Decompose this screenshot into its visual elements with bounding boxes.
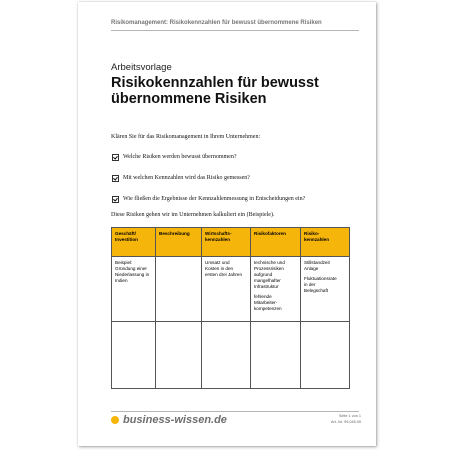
table-cell[interactable] — [251, 322, 301, 389]
header-cell-geschaeft: Geschäft/ Investition — [112, 228, 156, 257]
header-cell-beschreibung: Beschreibung — [156, 228, 202, 257]
document-page — [78, 2, 376, 446]
page-number: Seite 1 von 1 — [338, 414, 361, 418]
table-intro: Diese Risiken gehen wir im Unternehmen kalkuliert ein (Beispiele). — [111, 212, 275, 218]
checkbox-icon — [112, 154, 119, 161]
header-cell-risikokennzahlen: Risiko- kennzahlen — [301, 228, 350, 257]
checklist-item-text: Mit welchen Kennzahlen wird das Risiko gemessen? — [123, 175, 250, 181]
checklist-item-text: Wie fließen die Ergebnisse der Kennzahlenmessung in Entscheidungen ein? — [123, 196, 306, 202]
document-kicker: Arbeitsvorlage — [111, 62, 172, 73]
header-divider — [111, 30, 359, 31]
intro-text: Klären Sie für das Risikomanagement in Ihrem Unternehmen: — [111, 134, 261, 140]
page-info — [331, 413, 361, 425]
header-cell-wirtschaftskennzahlen: Wirtschafts- kennzahlen — [202, 228, 251, 257]
table-cell[interactable] — [301, 322, 350, 389]
checklist-item — [111, 173, 359, 184]
table-row — [112, 322, 350, 389]
checklist-item-text: Welche Risiken werden bewusst übernommen? — [123, 154, 237, 160]
footer-divider — [111, 411, 359, 412]
header-cell-risikofaktoren: Risikofaktoren — [251, 228, 301, 257]
footer-logo[interactable]: business-wissen.de — [123, 414, 227, 426]
table-cell[interactable]: Stillstandzeit Anlage Fluktuationsrate in der Belegschaft — [301, 257, 350, 322]
table-cell[interactable] — [202, 322, 251, 389]
table-cell[interactable] — [156, 322, 202, 389]
article-number: Art.-Nr. 99.045.09 — [331, 420, 361, 424]
table-cell[interactable]: Umsatz und Kosten in den ersten drei Jahren — [202, 257, 251, 322]
checklist-item — [111, 194, 359, 205]
risk-table — [111, 227, 350, 389]
checkbox-icon — [112, 175, 119, 182]
checklist-item — [111, 152, 359, 163]
checklist — [111, 152, 359, 215]
table-cell[interactable] — [112, 322, 156, 389]
table-cell[interactable]: Beispiel: Gründung einer Niederlassung in Indien — [112, 257, 156, 322]
table-header-row — [112, 228, 350, 257]
document-title: Risikokennzahlen für bewusst übernommene Risiken — [111, 75, 319, 107]
table-cell[interactable]: technische und Prozessrisiken aufgrund mangelhafter Infrastruktur fehlende Mitarbeiter- kompetenzen — [251, 257, 301, 322]
logo-dot-icon — [111, 416, 119, 424]
checkbox-icon — [112, 196, 119, 203]
running-head: Risikomanagement: Risikokennzahlen für bewusst übernommene Risiken — [111, 20, 322, 26]
table-row — [112, 257, 350, 322]
table-cell[interactable] — [156, 257, 202, 322]
